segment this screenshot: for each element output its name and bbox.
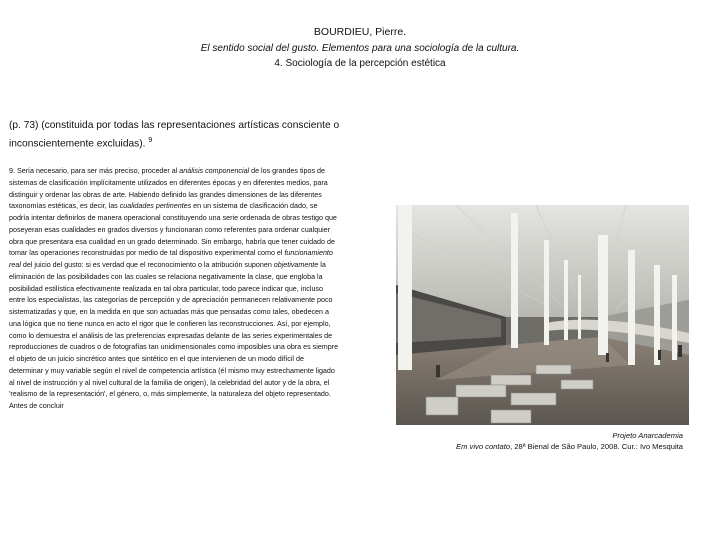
- footnote-run: en un sistema de clasificación dado, se podría intentar definirlos de manera operacional constituyendo una serie ordenada de obras testigo que poseyeran esas cualidades en grados diversos y funcionaran como referentes para ordenar cualquier obra que presentara esa cualidad en un grado determinado. Sin embargo, habría que tener cuidado de tomar las operaciones reconstruidas por medio de tal dispositivo experimental como el: [9, 202, 337, 258]
- document-header: [0, 25, 720, 72]
- caption-details: [390, 441, 683, 452]
- footnote-emphasis: cualidades pertinentes: [119, 202, 192, 211]
- exhibition-photo: [396, 205, 689, 425]
- caption-project-title: Projeto Anarcademia: [612, 431, 683, 440]
- quote-paragraph: [9, 118, 354, 151]
- quote-text: (p. 73) (constituida por todas las representaciones artísticas consciente o inconscientemente excluidas).: [9, 120, 340, 150]
- book-title: El sentido social del gusto. Elementos para una sociología de la cultura.: [200, 42, 520, 54]
- author-name: BOURDIEU, Pierre.: [313, 26, 407, 38]
- footnote-run: la eliminación de las posibilidades con las cuales se relaciona negativamente la clase, que engloba la posibilidad estilística efectivamente realizada en tal obra particular, todo parece indicar que, incluso entre los especialistas, las categorías de percepción y de apreciación permanecen relativamente poco sistematizadas y que, en la medida en que son actuadas más que pensadas como tales, obedecen a una lógica que no tiene nunca en acto el rigor que le confieren las reconstrucciones. Así, por ejemplo, como lo demuestra el análisis de las preferencias expresadas delante de las series experimentales de reproducciones de cuadros o de fotografías tan unidimensionales como imposibles una obra es siempre el objeto de un juicio sincrético antes que sintético en el que intervienen de un modo difícil de determinar y muy variable según el nivel de competencia artística (él mismo muy estrechamente ligado al nivel de instrucción y al nivel cultural de la familia de origen), la celebridad del autor y de la obra, el 'realismo de la representación', el género, o, más simplemente, la naturaleza del objeto representado. Antes de concluir: [9, 261, 339, 410]
- footnote-marker: 9: [148, 137, 153, 144]
- photo-caption: [390, 430, 683, 452]
- footnote-run: 9. Sería necesario, para ser más preciso, proceder al: [9, 167, 180, 175]
- footnote-text: [9, 166, 339, 413]
- footnote-emphasis: objetivamente: [273, 261, 319, 269]
- footnote-run: de los grandes tipos de sistemas de clasificación implícitamente utilizados en diferentes épocas y en diferentes medios, para distinguir y ordenar las obras de arte. Habiendo definido las grandes dimensiones de las diferentes taxonomías estéticas, es decir, las: [9, 167, 328, 211]
- footnote-emphasis: funcionamiento real: [9, 249, 333, 269]
- footnote-emphasis: análisis componencial: [179, 167, 250, 175]
- caption-work-title: Em vivo contato: [456, 442, 511, 451]
- caption-event-info: , 28ª Bienal de São Paulo, 2008. Cur.: Ivo Mesquita: [510, 442, 683, 451]
- chapter-title: 4. Sociología de la percepción estética: [274, 58, 446, 69]
- footnote-run: del juicio del gusto: si es verdad que el reconocimiento o la atribución suponen: [20, 261, 274, 269]
